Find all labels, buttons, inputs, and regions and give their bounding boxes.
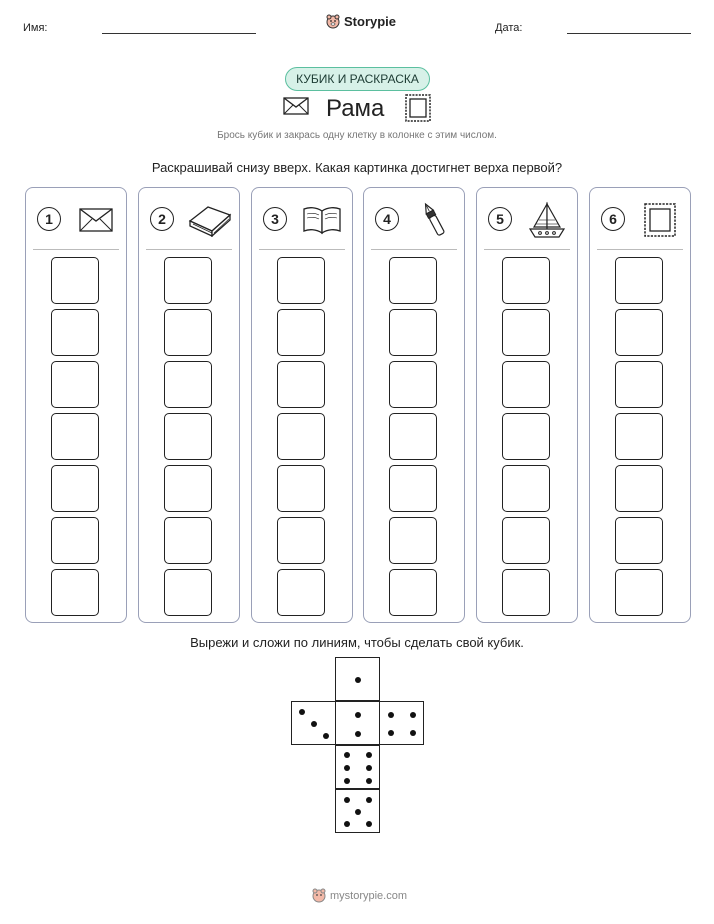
dice-pip	[410, 712, 416, 718]
dice-face-5	[335, 789, 380, 833]
storypie-logo-icon	[326, 14, 340, 29]
column-divider	[259, 249, 345, 250]
dice-pip	[355, 712, 361, 718]
column-number-badge: 3	[263, 207, 287, 231]
date-line[interactable]	[567, 33, 691, 34]
storypie-logo-icon	[312, 888, 326, 903]
color-cell[interactable]	[502, 309, 550, 356]
column-number-badge: 6	[601, 207, 625, 231]
dice-pip	[355, 809, 361, 815]
column-6	[589, 187, 691, 623]
dice-face-3	[291, 701, 336, 745]
column-2	[138, 187, 240, 623]
book-open-icon	[297, 200, 347, 240]
name-line[interactable]	[102, 33, 256, 34]
color-cell[interactable]	[164, 569, 212, 616]
color-cell[interactable]	[277, 309, 325, 356]
column-divider	[33, 249, 119, 250]
color-cell[interactable]	[502, 413, 550, 460]
color-cell[interactable]	[277, 517, 325, 564]
color-cell[interactable]	[51, 257, 99, 304]
envelope-icon	[71, 200, 121, 240]
color-cell[interactable]	[502, 465, 550, 512]
color-cell[interactable]	[277, 413, 325, 460]
dice-pip	[344, 797, 350, 803]
column-number-badge: 4	[375, 207, 399, 231]
dice-pip	[366, 778, 372, 784]
color-cell[interactable]	[389, 361, 437, 408]
color-cell[interactable]	[615, 413, 663, 460]
column-divider	[371, 249, 457, 250]
color-cell[interactable]	[164, 413, 212, 460]
dice-pip	[323, 733, 329, 739]
color-cell[interactable]	[164, 465, 212, 512]
column-number-badge: 1	[37, 207, 61, 231]
subtitle: Брось кубик и закрась одну клетку в колонке с этим числом.	[217, 130, 497, 141]
color-cell[interactable]	[502, 517, 550, 564]
dice-pip	[366, 765, 372, 771]
color-cell[interactable]	[277, 361, 325, 408]
name-label: Имя:	[23, 22, 48, 34]
dice-pip	[355, 731, 361, 737]
sailboat-icon	[522, 200, 572, 240]
date-label: Дата:	[495, 22, 523, 34]
brand-logo	[326, 14, 396, 29]
dice-pip	[355, 677, 361, 683]
dice-pip	[344, 821, 350, 827]
dice-pip	[366, 797, 372, 803]
dice-face-4	[379, 701, 424, 745]
column-5	[476, 187, 578, 623]
footer-url: mystorypie.com	[330, 889, 408, 902]
color-cell[interactable]	[389, 569, 437, 616]
column-number-badge: 5	[488, 207, 512, 231]
book-closed-icon	[184, 200, 234, 240]
color-cell[interactable]	[164, 257, 212, 304]
color-cell[interactable]	[51, 361, 99, 408]
column-divider	[484, 249, 570, 250]
color-cell[interactable]	[164, 361, 212, 408]
fountain-pen-icon	[409, 200, 459, 240]
column-number-badge: 2	[150, 207, 174, 231]
color-cell[interactable]	[502, 257, 550, 304]
color-cell[interactable]	[502, 569, 550, 616]
dice-face-2	[335, 701, 380, 745]
color-cell[interactable]	[615, 309, 663, 356]
cut-instruction: Вырежи и сложи по линиям, чтобы сделать свой кубик.	[190, 635, 524, 650]
instruction: Раскрашивай снизу вверх. Какая картинка достигнет верха первой?	[151, 160, 563, 175]
dice-pip	[344, 778, 350, 784]
dice-pip	[410, 730, 416, 736]
dice-pip	[366, 821, 372, 827]
color-cell[interactable]	[164, 517, 212, 564]
color-cell[interactable]	[615, 569, 663, 616]
dice-pip	[388, 712, 394, 718]
page-title: Рама	[326, 95, 385, 122]
column-3	[251, 187, 353, 623]
dice-pip	[311, 721, 317, 727]
color-cell[interactable]	[277, 465, 325, 512]
dice-pip	[344, 765, 350, 771]
column-divider	[146, 249, 232, 250]
envelope-icon	[283, 97, 309, 115]
frame-icon	[404, 93, 432, 123]
color-cell[interactable]	[615, 361, 663, 408]
color-cell[interactable]	[51, 569, 99, 616]
dice-face-6	[335, 745, 380, 789]
color-cell[interactable]	[389, 309, 437, 356]
color-cell[interactable]	[615, 517, 663, 564]
dice-face-1	[335, 657, 380, 701]
color-cell[interactable]	[51, 517, 99, 564]
column-4	[363, 187, 465, 623]
footer	[312, 888, 407, 903]
dice-pip	[299, 709, 305, 715]
color-cell[interactable]	[615, 257, 663, 304]
worksheet-type-badge: КУБИК И РАСКРАСКА	[285, 67, 430, 91]
color-cell[interactable]	[389, 257, 437, 304]
color-cell[interactable]	[51, 309, 99, 356]
color-cell[interactable]	[277, 257, 325, 304]
frame-icon	[635, 200, 685, 240]
color-cell[interactable]	[51, 465, 99, 512]
dice-pip	[344, 752, 350, 758]
color-cell[interactable]	[502, 361, 550, 408]
color-cell[interactable]	[51, 413, 99, 460]
brand-name: Storypie	[344, 14, 397, 29]
color-cell[interactable]	[389, 413, 437, 460]
column-1	[25, 187, 127, 623]
color-cell[interactable]	[389, 465, 437, 512]
color-cell[interactable]	[615, 465, 663, 512]
column-divider	[597, 249, 683, 250]
dice-pip	[366, 752, 372, 758]
color-cell[interactable]	[277, 569, 325, 616]
color-cell[interactable]	[164, 309, 212, 356]
dice-pip	[388, 730, 394, 736]
color-cell[interactable]	[389, 517, 437, 564]
